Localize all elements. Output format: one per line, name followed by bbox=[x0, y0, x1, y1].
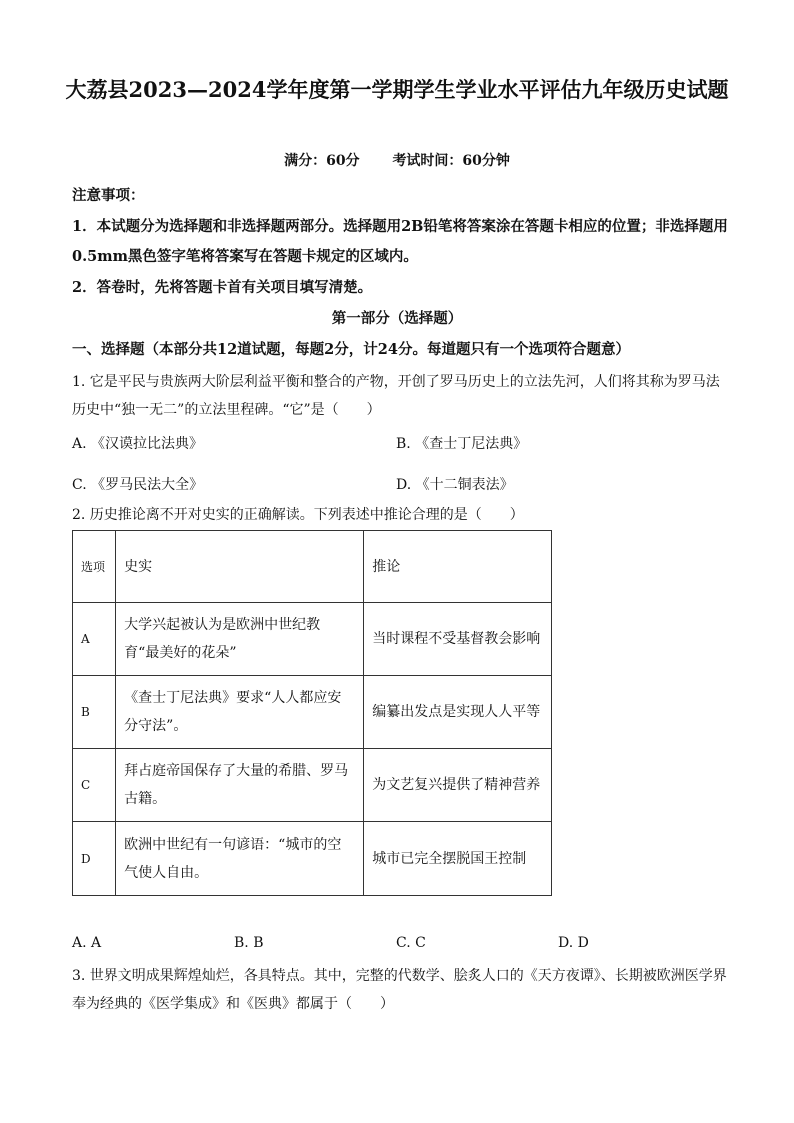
table-cell: 欧洲中世纪有一句谚语：“城市的空气使人自由。 bbox=[116, 822, 364, 896]
full-score: 满分：60分 bbox=[284, 153, 360, 169]
q1-option-b[interactable]: B. 《查士丁尼法典》 bbox=[396, 436, 528, 452]
table-row bbox=[73, 603, 552, 676]
table-header-row bbox=[73, 531, 552, 603]
table-header-cell: 史实 bbox=[116, 531, 364, 603]
part1-heading: 第一部分（选择题） bbox=[331, 310, 463, 327]
table-cell: 编纂出发点是实现人人平等 bbox=[364, 676, 552, 749]
table-header-cell: 选项 bbox=[73, 531, 116, 603]
q1-option-a[interactable]: A. 《汉谟拉比法典》 bbox=[72, 436, 204, 452]
q2-option-a[interactable]: A. A bbox=[72, 935, 102, 951]
table-cell: 大学兴起被认为是欧洲中世纪教育“最美好的花朵” bbox=[116, 603, 364, 676]
table-cell: C bbox=[73, 749, 116, 822]
table-row bbox=[73, 749, 552, 822]
table-cell: 当时课程不受基督教会影响 bbox=[364, 603, 552, 676]
table-cell: 《查士丁尼法典》要求“人人都应安分守法”。 bbox=[116, 676, 364, 749]
notice-item-2: 2．答卷时，先将答题卡首有关项目填写清楚。 bbox=[72, 279, 373, 296]
table-row bbox=[73, 822, 552, 896]
q2-option-d[interactable]: D. D bbox=[558, 935, 589, 951]
q1-option-c[interactable]: C. 《罗马民法大全》 bbox=[72, 477, 204, 493]
table-cell: A bbox=[73, 603, 116, 676]
q2-option-c[interactable]: C. C bbox=[396, 935, 426, 951]
q1-option-d[interactable]: D. 《十二铜表法》 bbox=[396, 477, 514, 493]
question-2-stem: 2. 历史推论离不开对史实的正确解读。下列表述中推论合理的是（ ） bbox=[72, 507, 524, 523]
table-cell: 城市已完全摆脱国王控制 bbox=[364, 822, 552, 896]
exam-time: 考试时间：60分钟 bbox=[392, 153, 510, 169]
table-cell: B bbox=[73, 676, 116, 749]
question-3-stem: 3. 世界文明成果辉煌灿烂，各具特点。其中，完整的代数学、脍炙人口的《天方夜谭》、长期被欧洲医学界奉为经典的《医学集成》和《医典》都属于（ ） bbox=[72, 968, 727, 1012]
section-1-heading: 一、选择题（本部分共12道试题，每题2分，计24分。每道题只有一个选项符合题意） bbox=[72, 341, 630, 358]
table-cell: D bbox=[73, 822, 116, 896]
q2-option-b[interactable]: B. B bbox=[234, 935, 264, 951]
notice-heading: 注意事项： bbox=[72, 187, 145, 204]
exam-title: 大荔县2023—2024学年度第一学期学生学业水平评估九年级历史试题 bbox=[65, 77, 729, 102]
exam-meta bbox=[0, 150, 794, 170]
table-cell: 拜占庭帝国保存了大量的希腊、罗马古籍。 bbox=[116, 749, 364, 822]
table-row bbox=[73, 676, 552, 749]
question-1-stem: 1. 它是平民与贵族两大阶层利益平衡和整合的产物，开创了罗马历史上的立法先河，人们将其称为罗马法历史中“独一无二”的立法里程碑。“它”是（ ） bbox=[72, 374, 720, 418]
q2-table bbox=[72, 530, 552, 896]
table-header-cell: 推论 bbox=[364, 531, 552, 603]
table-cell: 为文艺复兴提供了精神营养 bbox=[364, 749, 552, 822]
notice-item-1: 1．本试题分为选择题和非选择题两部分。选择题用2B铅笔将答案涂在答题卡相应的位置；非选择题用0.5mm黑色签字笔将答案写在答题卡规定的区域内。 bbox=[72, 218, 728, 265]
